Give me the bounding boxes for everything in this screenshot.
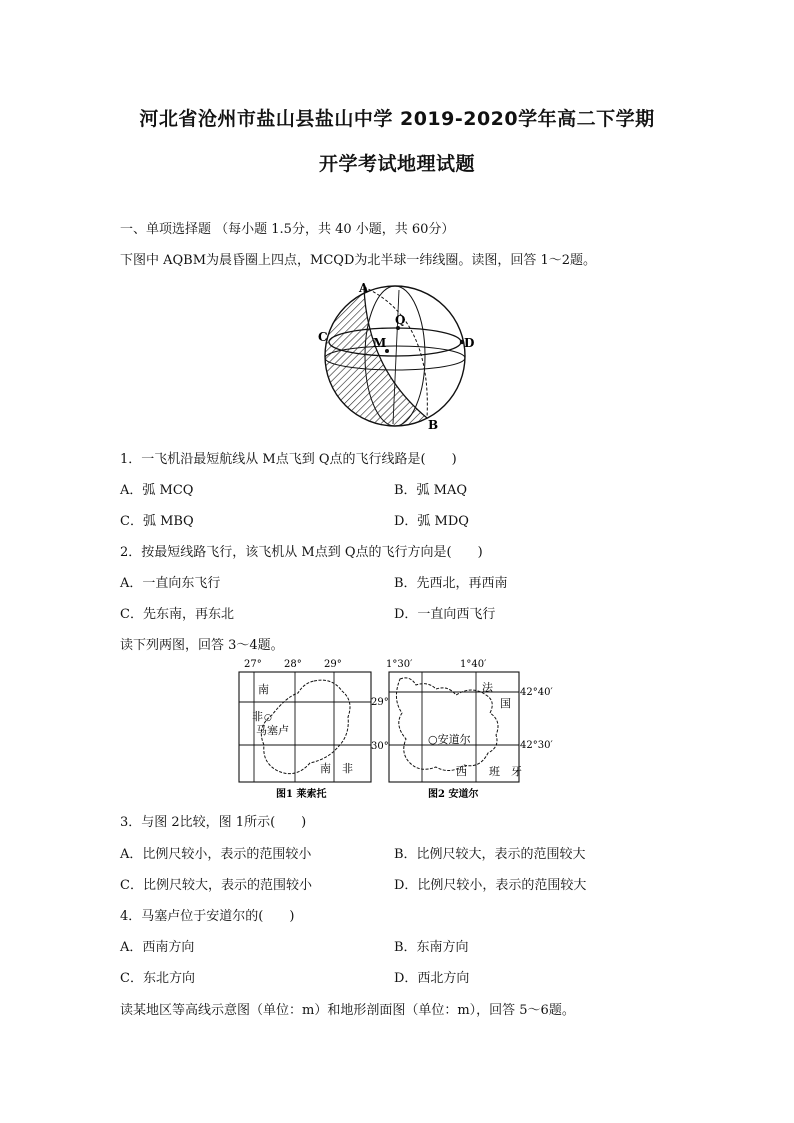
question-3-option-b: B．比例尺较大，表示的范围较大 — [394, 847, 586, 862]
question-1-option-c: C．弧 MBQ — [120, 514, 194, 529]
map2-lat-label: 42°30′ — [520, 740, 553, 751]
intro-text-3: 读某地区等高线示意图（单位：m）和地形剖面图（单位：m），回答 5～6题。 — [120, 1003, 575, 1018]
label-q: Q — [395, 313, 406, 327]
map1-city-maseru: 马塞卢 — [256, 724, 289, 737]
map1-lon-label: 27° — [244, 659, 262, 670]
map2-lat-label: 42°40′ — [520, 687, 553, 698]
map1-city-marker: ○ — [264, 713, 272, 723]
map1-text-nan: 南 — [258, 683, 269, 696]
question-1-option-a: A．弧 MCQ — [120, 483, 194, 498]
question-3-option-d: D．比例尺较小，表示的范围较大 — [394, 878, 587, 893]
label-b: B — [428, 418, 439, 432]
section-heading: 一、单项选择题 （每小题 1.5分，共 40 小题，共 60分） — [120, 222, 455, 237]
map2-text-guo: 国 — [500, 697, 511, 710]
globe-figure — [307, 278, 487, 438]
map2-caption: 图2 安道尔 — [428, 789, 479, 800]
map1-text-fei: 非 — [252, 710, 263, 723]
question-4-option-a: A．西南方向 — [120, 940, 195, 955]
question-2-option-a: A．一直向东飞行 — [120, 576, 221, 591]
map2-lon-label: 1°30′ — [386, 659, 413, 670]
map1-lon-label: 28° — [284, 659, 302, 670]
question-4-option-b: B．东南方向 — [394, 940, 469, 955]
document-title-line1: 河北省沧州市盐山县盐山中学 2019-2020学年高二下学期 — [139, 108, 655, 130]
question-1-stem: 1．一飞机沿最短航线从 M点飞到 Q点的飞行线路是( ) — [120, 452, 457, 467]
map-lesotho — [232, 655, 392, 805]
label-a: A — [359, 281, 369, 295]
question-2-option-c: C．先东南，再东北 — [120, 607, 234, 622]
question-4-option-d: D．西北方向 — [394, 971, 470, 986]
question-3-option-a: A．比例尺较小，表示的范围较小 — [120, 847, 312, 862]
question-4-stem: 4．马塞卢位于安道尔的( ) — [120, 909, 295, 924]
question-1-option-d: D．弧 MDQ — [394, 514, 469, 529]
map2-text-fa: 法 — [482, 681, 493, 694]
question-4-option-c: C．东北方向 — [120, 971, 195, 986]
map1-lat-label: 29° — [371, 697, 389, 708]
document-title-line2: 开学考试地理试题 — [318, 153, 475, 175]
question-2-option-b: B．先西北，再西南 — [394, 576, 508, 591]
question-2-option-d: D．一直向西飞行 — [394, 607, 496, 622]
intro-text-1: 下图中 AQBM为晨昏圈上四点，MCQD为北半球一纬线圈。读图，回答 1～2题。 — [120, 253, 597, 268]
question-1-option-b: B．弧 MAQ — [394, 483, 468, 498]
question-2-stem: 2．按最短线路飞行，该飞机从 M点到 Q点的飞行方向是( ) — [120, 545, 483, 560]
map1-text-south-africa: 南 非 — [320, 762, 353, 775]
question-3-option-c: C．比例尺较大，表示的范围较小 — [120, 878, 312, 893]
label-c: C — [318, 330, 328, 344]
question-3-stem: 3．与图 2比较，图 1所示( ) — [120, 815, 307, 830]
map2-text-spain: 西 班 牙 — [456, 765, 522, 778]
label-d: D — [464, 336, 475, 350]
map1-caption: 图1 莱索托 — [276, 789, 327, 800]
map1-lat-label: 30° — [371, 741, 389, 752]
intro-text-2: 读下列两图，回答 3～4题。 — [120, 638, 284, 653]
label-m: M — [373, 336, 387, 350]
map2-city-andorra: ○安道尔 — [428, 733, 471, 746]
map-andorra — [384, 655, 559, 805]
map1-lon-label: 29° — [324, 659, 342, 670]
map2-lon-label: 1°40′ — [460, 659, 487, 670]
